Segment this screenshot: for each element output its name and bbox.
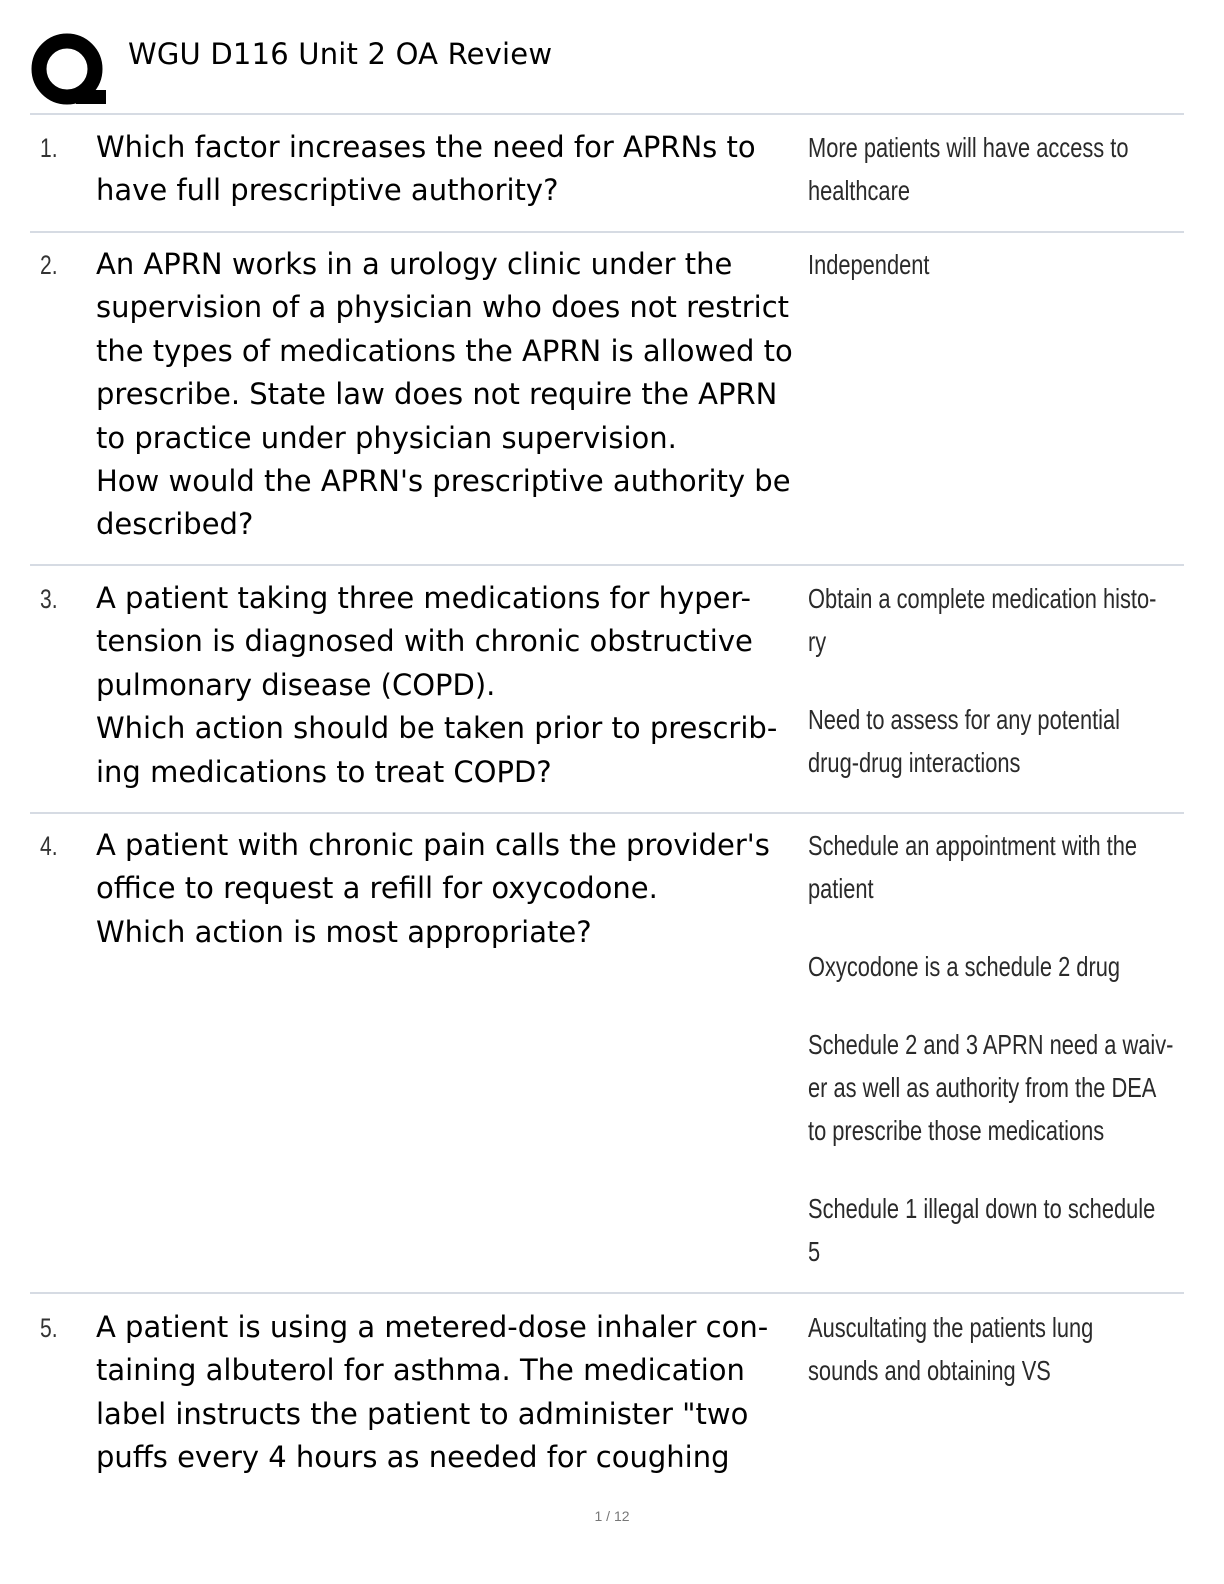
card-answer: Schedule an appointment with the patient: [808, 830, 1138, 904]
card-number: 1.: [40, 133, 58, 163]
card-number: 2.: [40, 250, 58, 280]
card-answer: Schedule 1 illegal down to schedule 5: [808, 1193, 1156, 1267]
card-answer: Independent: [808, 249, 930, 280]
card-question: A patient is using a metered-dose inhaler con- taining albuterol for asthma. The medication label instructs the patient to administer "two puffs every 4 hours as needed for coughing: [96, 1310, 769, 1475]
quizlet-q-logo-icon: [30, 32, 110, 112]
card-number: 5.: [40, 1313, 58, 1343]
card-answer: Schedule 2 and 3 APRN need a waiv- er as well as authority from the DEA to prescribe those medications: [808, 1029, 1174, 1146]
card-question: An APRN works in a urology clinic under the supervision of a physician who does not restrict the types of medications the APRN is allowed to prescribe. State law does not require the APRN to practice under physician supervision. How would the APRN's prescriptive authority be described?: [96, 247, 793, 542]
divider: [30, 812, 1184, 814]
card-question: Which factor increases the need for APRNs to have full prescriptive authority?: [96, 130, 756, 208]
card-answers: [808, 577, 1184, 784]
divider: [30, 113, 1184, 115]
card-question: A patient taking three medications for hyper- tension is diagnosed with chronic obstructive pulmonary disease (COPD). Which action should be taken prior to prescrib- ing medications to treat COPD?: [96, 581, 778, 789]
card-answer: More patients will have access to healthcare: [808, 132, 1129, 206]
card-answers: [808, 1306, 1184, 1392]
card-answer: Auscultating the patients lung sounds and obtaining VS: [808, 1312, 1094, 1386]
card-answer: Obtain a complete medication histo- ry: [808, 583, 1157, 657]
card-number: 4.: [40, 831, 58, 861]
card-number: 3.: [40, 584, 58, 614]
document-header: [30, 28, 1190, 112]
card-answers: [808, 243, 1184, 286]
divider: [30, 231, 1184, 233]
card-question: A patient with chronic pain calls the provider's office to request a refill for oxycodone. Which action is most appropriate?: [96, 828, 770, 949]
divider: [30, 564, 1184, 566]
card-answers: [808, 824, 1184, 1273]
card-answers: [808, 126, 1184, 212]
card-answer: Need to assess for any potential drug-drug interactions: [808, 704, 1121, 778]
page-number: 1 / 12: [594, 1508, 630, 1524]
card-answer: Oxycodone is a schedule 2 drug: [808, 951, 1121, 982]
divider: [30, 1292, 1184, 1294]
document-title: WGU D116 Unit 2 OA Review: [128, 37, 553, 71]
